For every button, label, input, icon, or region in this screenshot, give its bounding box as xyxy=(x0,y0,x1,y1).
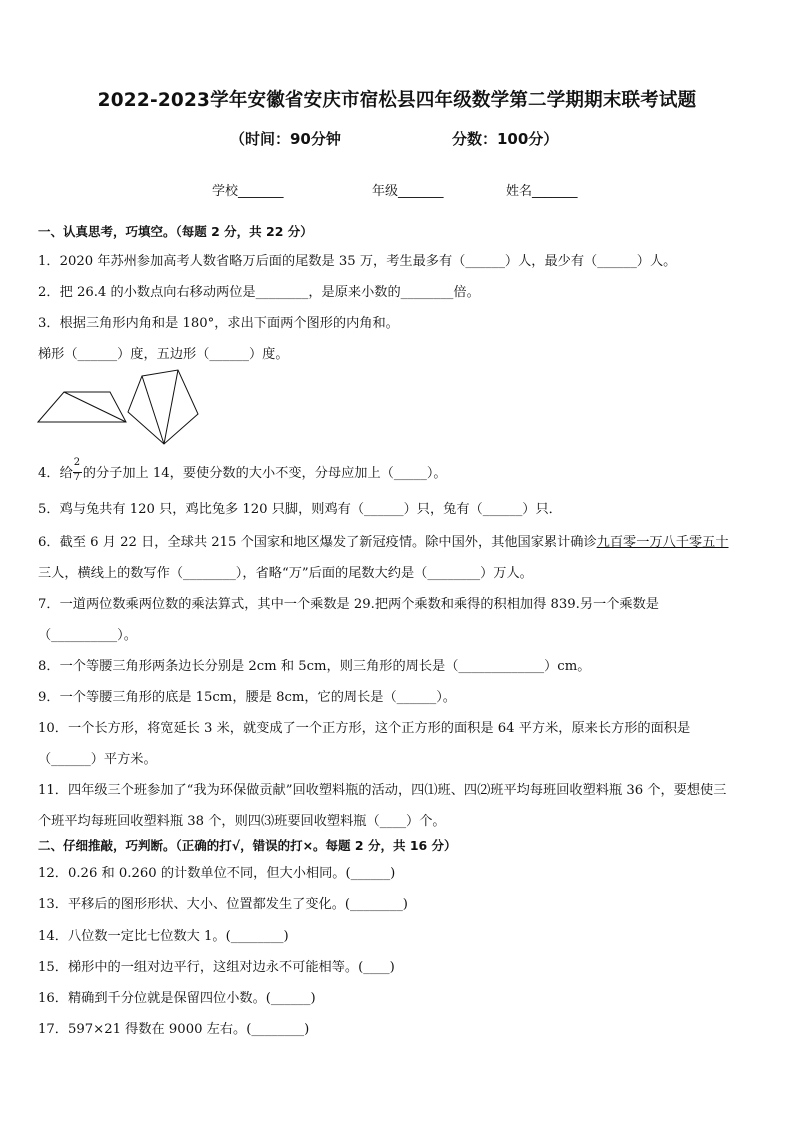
fraction xyxy=(73,456,83,483)
fraction-numerator: 2 xyxy=(73,456,81,468)
trapezoid-pentagon-figure xyxy=(30,366,210,448)
question-4 xyxy=(38,456,447,483)
fraction-denominator: 7 xyxy=(73,471,81,483)
question-7-answer: （__________）。 xyxy=(38,628,137,643)
pentagon-shape xyxy=(128,370,198,444)
exam-time: （时间：90分钟 xyxy=(230,130,341,148)
section-heading-2: 二、仔细推敲，巧判断。（正确的打√，错误的打×。每题 2 分，共 16 分） xyxy=(38,838,457,853)
question-13: 13．平移后的图形形状、大小、位置都发生了变化。(________) xyxy=(38,897,408,912)
section-heading-1: 一、认真思考，巧填空。（每题 2 分，共 22 分） xyxy=(38,224,313,239)
question-9: 9．一个等腰三角形的底是 15cm，腰是 8cm，它的周长是（______）。 xyxy=(38,690,456,705)
question-6-underlined: 九百零一万八千零五十 xyxy=(596,535,729,550)
question-4-prefix: 4．给 xyxy=(38,466,73,481)
question-7: 7．一道两位数乘两位数的乘法算式，其中一个乘数是 29.把两个乘数和乘得的积相加得 839.另一个乘数是 xyxy=(38,597,659,612)
question-6-text: 6．截至 6 月 22 日，全球共 215 个国家和地区爆发了新冠疫情。除中国外，其他国家累计确诊 xyxy=(38,535,597,550)
question-14: 14．八位数一定比七位数大 1。(________) xyxy=(38,929,289,944)
question-3-answers: 梯形（______）度，五边形（______）度。 xyxy=(38,347,289,362)
question-8: 8．一个等腰三角形两条边长分别是 2cm 和 5cm，则三角形的周长是（_____________）cm。 xyxy=(38,659,591,674)
question-6 xyxy=(38,531,729,550)
question-17: 17．597×21 得数在 9000 左右。(________) xyxy=(38,1022,310,1037)
question-15: 15．梯形中的一组对边平行，这组对边永不可能相等。(____) xyxy=(38,960,395,975)
question-3: 3．根据三角形内角和是 180°，求出下面两个图形的内角和。 xyxy=(38,316,399,331)
name-field: 姓名_______ xyxy=(506,184,578,199)
question-10: 10．一个长方形，将宽延长 3 米，就变成了一个正方形，这个正方形的面积是 64 平方米，原来长方形的面积是 xyxy=(38,721,691,736)
trapezoid-shape xyxy=(38,392,126,422)
question-2: 2．把 26.4 的小数点向右移动两位是________，是原来小数的________倍。 xyxy=(38,285,480,300)
school-field: 学校_______ xyxy=(212,184,284,199)
question-5: 5．鸡与兔共有 120 只，鸡比兔多 120 只脚，则鸡有（______）只，兔有（______）只． xyxy=(38,502,562,517)
question-12: 12．0.26 和 0.260 的计数单位不同，但大小相同。(______) xyxy=(38,866,396,881)
question-11-continued: 个班平均每班回收塑料瓶 38 个，则四⑶班要回收塑料瓶（____）个。 xyxy=(38,814,446,829)
question-1: 1．2020 年苏州参加高考人数省略万后面的尾数是 35 万，考生最多有（______）人，最少有（______）人。 xyxy=(38,254,677,269)
exam-score: 分数：100分） xyxy=(452,130,559,148)
question-6-continued: 三人，横线上的数写作（________），省略“万”后面的尾数大约是（________）万人。 xyxy=(38,566,533,581)
question-4-suffix: 的分子加上 14，要使分数的大小不变，分母应加上（_____）。 xyxy=(82,466,447,481)
page-title: 2022-2023学年安徽省安庆市宿松县四年级数学第二学期期末联考试题 xyxy=(97,90,697,111)
question-11: 11．四年级三个班参加了“我为环保做贡献”回收塑料瓶的活动，四⑴班、四⑵班平均每班回收塑料瓶 36 个，要想使三 xyxy=(38,783,727,798)
question-10-answer: （______）平方米。 xyxy=(38,752,157,767)
grade-field: 年级_______ xyxy=(372,184,444,199)
question-16: 16．精确到千分位就是保留四位小数。(______) xyxy=(38,991,316,1006)
